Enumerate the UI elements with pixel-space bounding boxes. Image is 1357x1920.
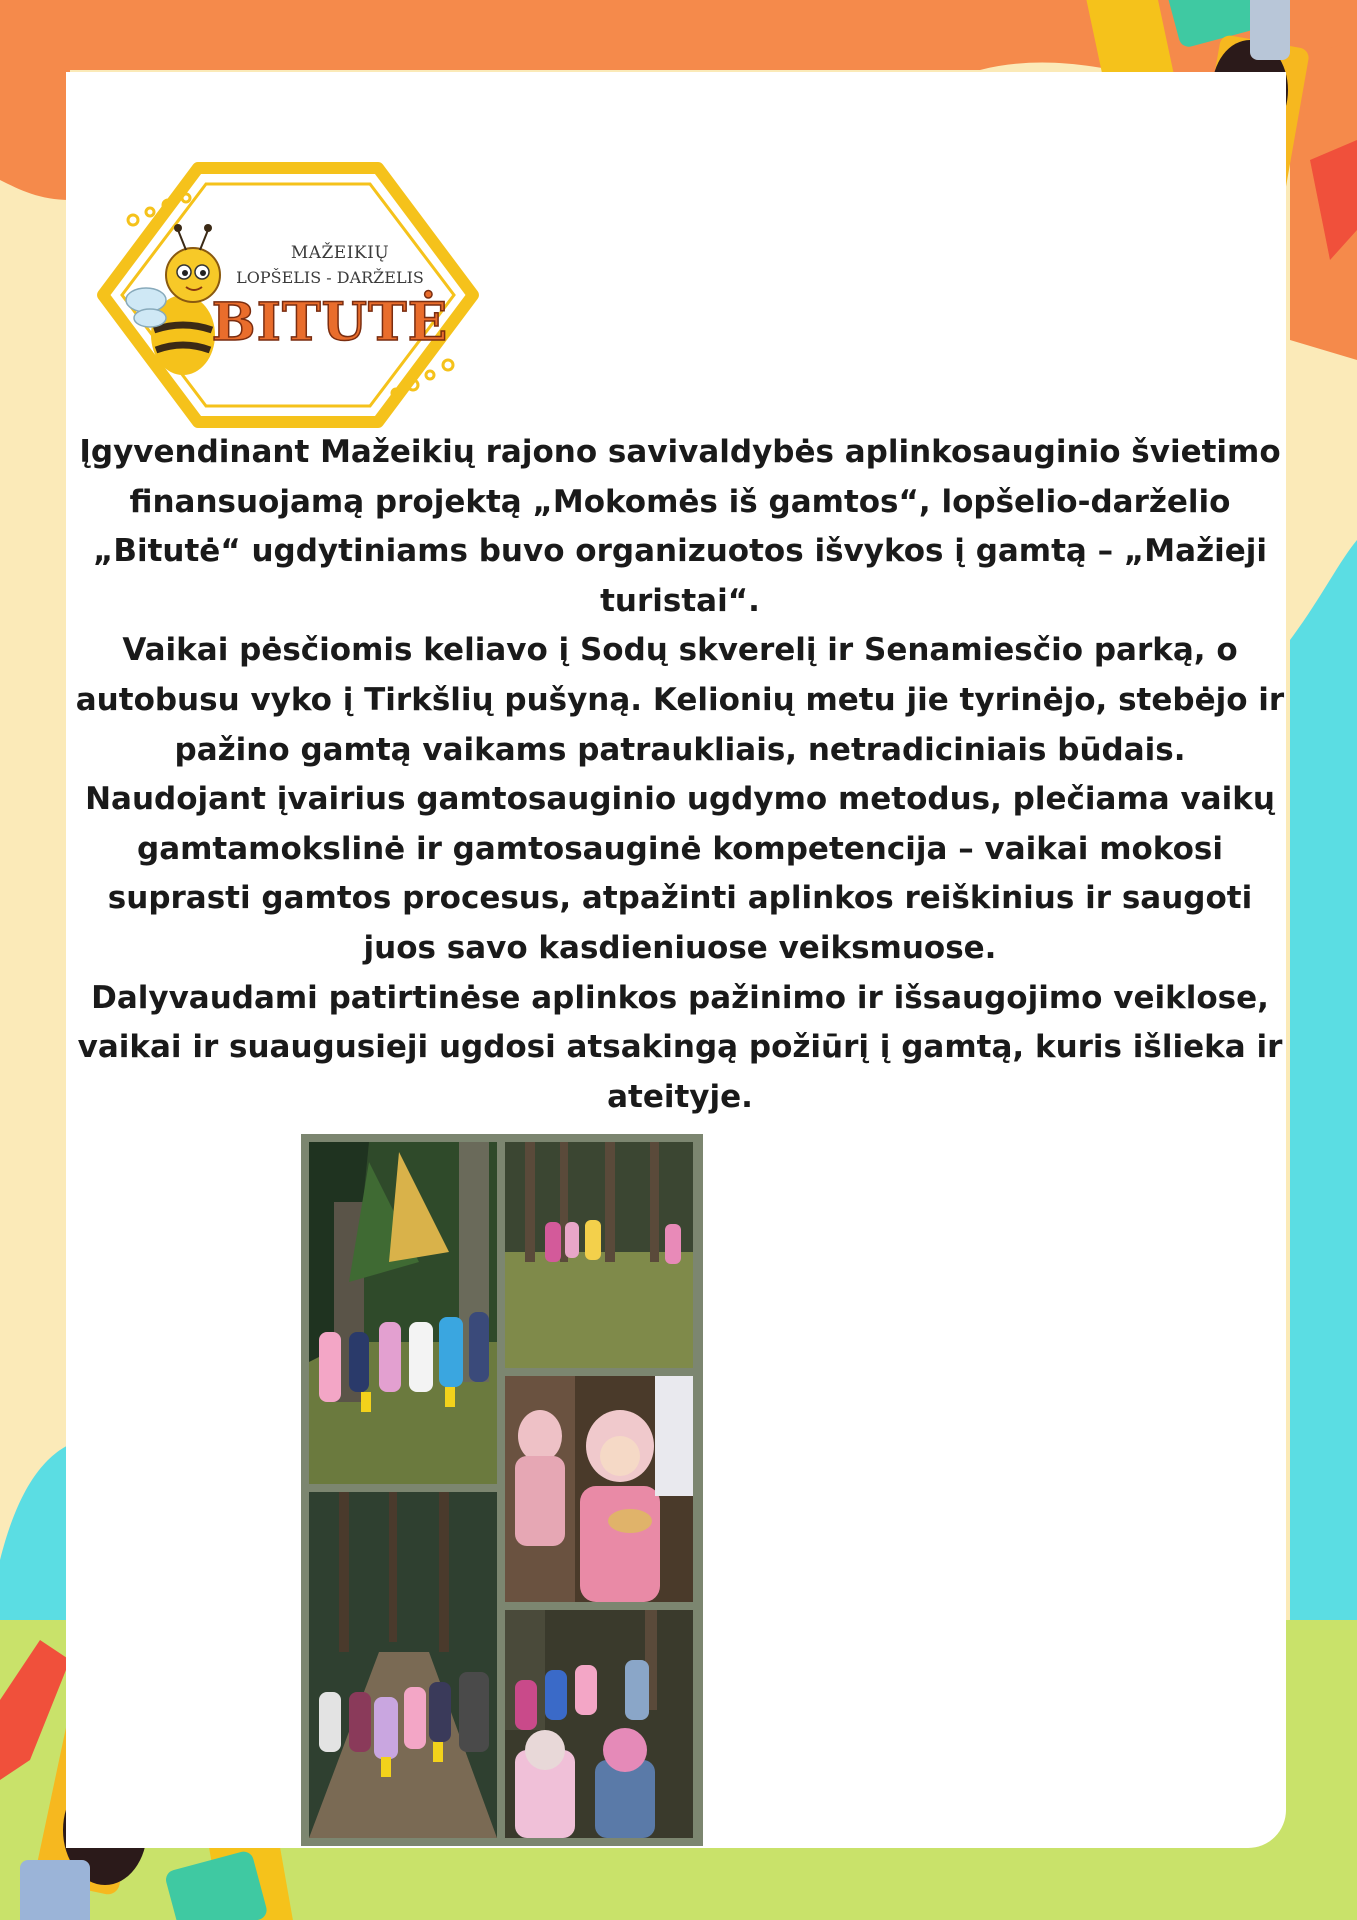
paragraph-conclusion: Dalyvaudami patirtinėse aplinkos pažinimo ir išsaugojimo veiklose, vaikai ir suaugusieji ugdosi atsakingą požiūrį į gamtą, kuris išlieka ir ateityje. xyxy=(77,979,1283,1115)
photo-kids-on-forest-path xyxy=(309,1492,497,1838)
paragraph-intro: Įgyvendinant Mažeikių rajono savivaldybės aplinkosauginio švietimo finansuojamą projektą „Mokomės iš gamtos“, lopšelio-darželio „Bitutė“ ugdytiniams buvo organizuotos išvykos į gamtą – „Mažieji turistai“. xyxy=(79,434,1281,619)
article-text xyxy=(70,428,1290,1122)
paragraph-trips: Vaikai pėsčiomis keliavo į Sodų skverelį ir Senamiesčio parką, o autobusu vyko į Tirkšlių pušyną. Kelionių metu jie tyrinėjo, stebėjo ir pažino gamtą vaikams patraukliais, netradiciniais būdais. xyxy=(75,632,1285,768)
photo-kids-circle-in-forest xyxy=(309,1142,497,1484)
photo-child-holding-mushroom xyxy=(505,1376,693,1602)
photo-group-in-forest xyxy=(505,1610,693,1838)
logo-name: BITUTĖ xyxy=(211,292,449,353)
logo-line-city: MAŽEIKIŲ xyxy=(290,243,390,263)
paragraph-methods: Naudojant įvairius gamtosauginio ugdymo metodus, plečiama vaikų gamtamokslinė ir gamtosauginė kompetencija – vaikai mokosi suprasti gamtos procesus, atpažinti aplinkos reiškinius ir saugoti juos savo kasdieniuose veiksmuose. xyxy=(85,781,1275,966)
photo-kids-in-pine-forest xyxy=(505,1142,693,1368)
logo-line-type: LOPŠELIS - DARŽELIS xyxy=(236,268,424,287)
photo-collage xyxy=(301,1134,703,1846)
